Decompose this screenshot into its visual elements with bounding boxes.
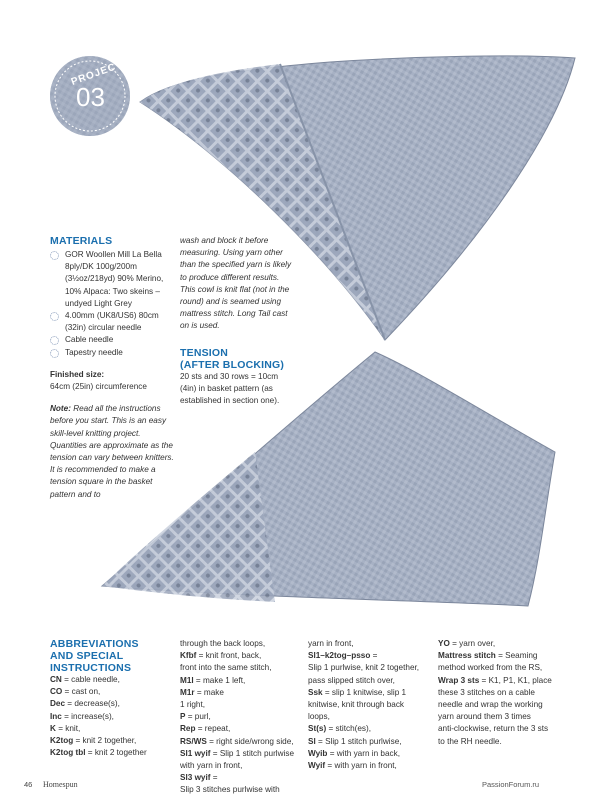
abbreviation-term: K [50, 723, 56, 733]
abbreviation-definition: needle and wrap the working [438, 700, 543, 710]
abbreviation-definition: anti-clockwise, return the 3 sts [438, 724, 549, 734]
materials-heading: MATERIALS [50, 235, 113, 247]
finished-size-label: Finished size: [50, 369, 105, 379]
abbreviation-definition: = with yarn in front, [325, 761, 397, 771]
abbreviation-term: P [180, 712, 186, 722]
project-label: PROJECT [69, 59, 125, 88]
abbreviation-line [308, 687, 432, 699]
abbreviation-definition: = cable needle, [61, 675, 120, 684]
abbreviation-definition: = slip 1 knitwise, slip 1 [322, 687, 407, 697]
abbreviation-line [308, 723, 432, 735]
abbreviation-definition: = Slip 1 stitch purlwise, [315, 736, 402, 746]
abbreviation-line [308, 662, 432, 674]
magazine-name: Homespun [43, 780, 78, 789]
abbreviation-definition: loops, [308, 712, 330, 722]
tension-heading-1: TENSION [180, 346, 229, 359]
abbreviation-term: Wyif [308, 761, 326, 771]
abbreviation-line [438, 711, 568, 723]
abbreviation-definition: = with yarn in back, [327, 748, 401, 758]
abbreviation-line [50, 735, 178, 747]
abbreviation-line [438, 650, 568, 662]
watermark: PassionForum.ru [482, 780, 540, 789]
page-number: 46 [24, 780, 33, 789]
abbreviation-definition: method worked from the RS, [438, 663, 543, 673]
abbreviation-term: K2tog [50, 736, 74, 746]
abbreviations-heading-2: AND SPECIAL [50, 650, 124, 662]
abbreviation-definition: Slip 3 stitches purlwise with [180, 785, 280, 795]
abbreviation-line [308, 699, 432, 711]
abbreviation-definition: = [210, 773, 218, 783]
abbreviation-definition: 1 right, [180, 700, 206, 710]
abbreviation-term: K2tog tbl [50, 748, 86, 758]
abbreviation-line [50, 747, 178, 759]
abbreviation-line [180, 736, 298, 748]
abbreviations-col-4 [438, 638, 568, 748]
continued-note: wash and block it before measuring. Using yarn other than the specified yarn is likely to produce different results. This cowl is knit flat (not in the round) and is seamed using mattress stitch. Long Tail cast on is used. [180, 236, 292, 331]
abbreviation-definition: front into the same stitch, [180, 663, 272, 673]
abbreviation-line [438, 638, 568, 650]
middle-section [180, 235, 296, 407]
finished-size-value: 64cm (25in) circumference [50, 382, 147, 392]
abbreviations-col-1 [50, 638, 178, 759]
abbreviation-line [50, 674, 178, 686]
abbreviation-line [180, 760, 298, 772]
abbreviation-line [308, 675, 432, 687]
tension-heading-2: (AFTER BLOCKING) [180, 358, 285, 371]
abbreviation-term: Sl1–k2tog–psso [308, 651, 371, 661]
abbreviation-definition: = cast on, [62, 687, 101, 697]
abbreviation-term: St(s) [308, 724, 327, 734]
abbreviation-definition: with yarn in front, [180, 761, 243, 771]
abbreviation-term: CN [50, 675, 62, 684]
abbreviation-definition: pass slipped stitch over, [308, 675, 395, 685]
abbreviation-definition: = knit front, back, [196, 651, 262, 661]
abbreviation-definition: = knit, [55, 723, 81, 733]
abbreviation-term: Mattress stitch [438, 651, 496, 661]
abbreviation-line [308, 638, 432, 650]
abbreviation-line [180, 711, 298, 723]
note-text: Read all the instructions before you start. This is an easy skill-level knitting project. Quantities are approximate as the tension can vary between knitters. It is recommended to make a tension square in the basket pattern and to [50, 404, 174, 499]
abbreviation-definition: = [370, 651, 378, 661]
abbreviation-line [438, 736, 568, 748]
abbreviation-definition: to the RH needle. [438, 736, 502, 746]
abbreviation-definition: = K1, P1, K1, place [479, 675, 552, 685]
abbreviation-term: YO [438, 639, 450, 648]
abbreviation-line [50, 723, 178, 735]
abbreviation-term: Sl [308, 736, 316, 746]
abbreviation-line [308, 711, 432, 723]
abbreviation-definition: these 3 stitches on a cable [438, 687, 535, 697]
abbreviation-term: Sl1 wyif [180, 748, 211, 758]
abbreviation-definition: = make [194, 687, 224, 697]
abbreviation-definition: yarn around them 3 times [438, 712, 531, 722]
abbreviation-line [180, 784, 298, 796]
abbreviation-definition: = knit 2 together, [73, 736, 137, 746]
abbreviation-line [438, 662, 568, 674]
materials-list [50, 249, 178, 359]
abbreviation-line [438, 723, 568, 735]
materials-item-needle: 4.00mm (UK8/US6) 80cm (32in) circular needle [50, 310, 178, 334]
abbreviation-line [50, 698, 178, 710]
abbreviation-line [438, 699, 568, 711]
tension-text: 20 sts and 30 rows = 10cm (4in) in basket pattern (as established in section one). [180, 371, 280, 406]
abbreviation-definition: = make 1 left, [193, 675, 246, 685]
abbreviation-definition: through the back loops, [180, 639, 266, 648]
abbreviation-line [180, 687, 298, 699]
abbreviation-line [308, 760, 432, 772]
abbreviation-term: RS/WS [180, 736, 207, 746]
abbreviation-term: Dec [50, 699, 66, 709]
note-label: Note: [50, 404, 71, 414]
abbreviations-heading-1: ABBREVIATIONS [50, 638, 139, 650]
abbreviation-line [438, 675, 568, 687]
abbreviation-line [50, 711, 178, 723]
note-paragraph [50, 403, 178, 501]
abbreviation-term: M1r [180, 687, 195, 697]
abbreviation-definition: = yarn over, [449, 639, 496, 648]
abbreviation-line [180, 772, 298, 784]
abbreviation-definition: yarn in front, [308, 639, 354, 648]
abbreviation-term: Wrap 3 sts [438, 675, 480, 685]
abbreviation-line [308, 650, 432, 662]
abbreviation-term: Inc [50, 711, 62, 721]
abbreviation-line [180, 699, 298, 711]
abbreviation-term: Ssk [308, 687, 323, 697]
abbreviation-definition: knitwise, knit through back [308, 700, 405, 710]
materials-item-cable-needle: Cable needle [50, 334, 178, 346]
materials-section [50, 235, 178, 501]
abbreviation-definition: = knit 2 together [85, 748, 147, 758]
abbreviation-term: Wyib [308, 748, 328, 758]
abbreviations-col-3 [308, 638, 432, 772]
abbreviation-line [180, 723, 298, 735]
abbreviation-definition: = decrease(s), [65, 699, 120, 709]
abbreviations-heading-3: INSTRUCTIONS [50, 662, 132, 674]
abbreviation-definition: = repeat, [195, 724, 231, 734]
abbreviation-line [180, 662, 298, 674]
project-number: 03 [76, 82, 105, 112]
abbreviation-line [180, 675, 298, 687]
abbreviation-term: Rep [180, 724, 196, 734]
abbreviations-col-2 [180, 638, 298, 797]
abbreviation-line [308, 748, 432, 760]
abbreviation-definition: Slip 1 purlwise, knit 2 together, [308, 663, 420, 673]
abbreviation-definition: = increase(s), [61, 711, 114, 721]
abbreviation-line [308, 736, 432, 748]
abbreviation-definition: = Seaming [495, 651, 538, 661]
abbreviation-line [50, 686, 178, 698]
abbreviation-definition: = Slip 1 stitch purlwise [210, 748, 295, 758]
materials-item-tapestry-needle: Tapestry needle [50, 347, 178, 359]
abbreviation-line [180, 638, 298, 650]
abbreviation-line [180, 650, 298, 662]
abbreviation-term: Sl3 wyif [180, 773, 211, 783]
abbreviation-definition: = purl, [185, 712, 211, 722]
abbreviation-line [438, 687, 568, 699]
abbreviation-line [180, 748, 298, 760]
abbreviation-term: CO [50, 687, 63, 697]
abbreviation-term: Kfbf [180, 651, 197, 661]
abbreviation-definition: = right side/wrong side, [206, 736, 294, 746]
abbreviation-term: M1l [180, 675, 194, 685]
materials-item-yarn: GOR Woollen Mill La Bella 8ply/DK 100g/200m (3½oz/218yd) 90% Merino, 10% Alpaca: Two skeins – undyed Light Grey [50, 249, 178, 310]
abbreviation-definition: = stitch(es), [326, 724, 372, 734]
